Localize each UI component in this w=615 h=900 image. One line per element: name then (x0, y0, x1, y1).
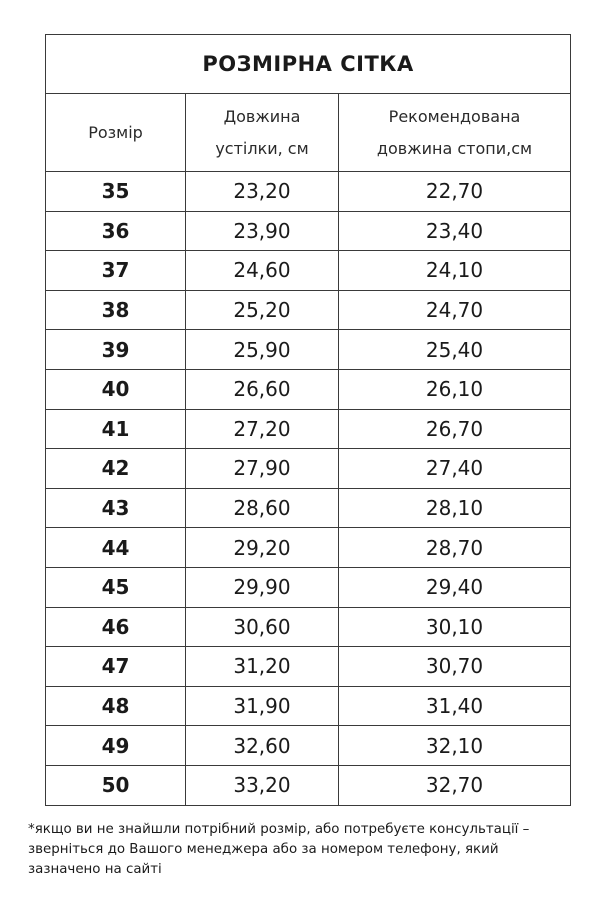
foot-length-cell: 26,10 (339, 369, 571, 409)
footnote-line3: зазначено на сайті (28, 862, 162, 877)
insole-length-cell: 29,90 (186, 567, 339, 607)
foot-length-cell: 32,10 (339, 726, 571, 766)
size-cell: 46 (46, 607, 186, 647)
table-row (46, 765, 571, 805)
insole-length-cell: 25,90 (186, 330, 339, 370)
size-cell: 35 (46, 172, 186, 212)
size-cell: 50 (46, 765, 186, 805)
table-row (46, 172, 571, 212)
foot-length-cell: 27,40 (339, 449, 571, 489)
footnote (28, 820, 598, 880)
foot-length-cell: 31,40 (339, 686, 571, 726)
insole-length-cell: 25,20 (186, 290, 339, 330)
foot-length-cell: 25,40 (339, 330, 571, 370)
foot-length-cell: 30,10 (339, 607, 571, 647)
insole-length-cell: 31,90 (186, 686, 339, 726)
table-row (46, 369, 571, 409)
insole-length-cell: 24,60 (186, 251, 339, 291)
table-row (46, 251, 571, 291)
size-cell: 42 (46, 449, 186, 489)
size-table (45, 34, 571, 806)
insole-length-cell: 32,60 (186, 726, 339, 766)
header-foot-length (339, 94, 571, 172)
foot-length-cell: 28,70 (339, 528, 571, 568)
foot-length-cell: 26,70 (339, 409, 571, 449)
foot-length-cell: 30,70 (339, 647, 571, 687)
size-cell: 45 (46, 567, 186, 607)
insole-length-cell: 33,20 (186, 765, 339, 805)
header-size (46, 94, 186, 172)
table-row (46, 647, 571, 687)
header-insole-length (186, 94, 339, 172)
header-foot-line2: довжина стопи,см (376, 138, 533, 158)
size-cell: 39 (46, 330, 186, 370)
size-cell: 44 (46, 528, 186, 568)
size-cell: 48 (46, 686, 186, 726)
insole-length-cell: 30,60 (186, 607, 339, 647)
table-row (46, 726, 571, 766)
table-title: РОЗМІРНА СІТКА (46, 35, 571, 94)
foot-length-cell: 23,40 (339, 211, 571, 251)
insole-length-cell: 29,20 (186, 528, 339, 568)
size-cell: 43 (46, 488, 186, 528)
insole-length-cell: 27,20 (186, 409, 339, 449)
foot-length-cell: 29,40 (339, 567, 571, 607)
table-row (46, 488, 571, 528)
footnote-line2: зверніться до Вашого менеджера або за номером телефону, який (28, 842, 499, 857)
insole-length-cell: 23,20 (186, 172, 339, 212)
header-insole-line1: Довжина (223, 106, 301, 126)
header-insole-line2: устілки, см (215, 138, 309, 158)
foot-length-cell: 22,70 (339, 172, 571, 212)
size-cell: 41 (46, 409, 186, 449)
table-row (46, 528, 571, 568)
foot-length-cell: 28,10 (339, 488, 571, 528)
foot-length-cell: 32,70 (339, 765, 571, 805)
table-row (46, 330, 571, 370)
size-cell: 47 (46, 647, 186, 687)
table-row (46, 290, 571, 330)
table-row (46, 686, 571, 726)
insole-length-cell: 26,60 (186, 369, 339, 409)
foot-length-cell: 24,10 (339, 251, 571, 291)
header-foot-line1: Рекомендована (388, 106, 521, 126)
size-chart (45, 34, 570, 806)
size-cell: 49 (46, 726, 186, 766)
size-cell: 37 (46, 251, 186, 291)
table-row (46, 567, 571, 607)
size-cell: 40 (46, 369, 186, 409)
table-row (46, 607, 571, 647)
table-row (46, 449, 571, 489)
insole-length-cell: 31,20 (186, 647, 339, 687)
insole-length-cell: 23,90 (186, 211, 339, 251)
footnote-line1: *якщо ви не знайшли потрібний розмір, або потребуєте консультації – (28, 822, 530, 837)
table-row (46, 409, 571, 449)
table-row (46, 211, 571, 251)
size-cell: 36 (46, 211, 186, 251)
insole-length-cell: 28,60 (186, 488, 339, 528)
size-cell: 38 (46, 290, 186, 330)
header-size-label: Розмір (88, 122, 143, 142)
insole-length-cell: 27,90 (186, 449, 339, 489)
foot-length-cell: 24,70 (339, 290, 571, 330)
